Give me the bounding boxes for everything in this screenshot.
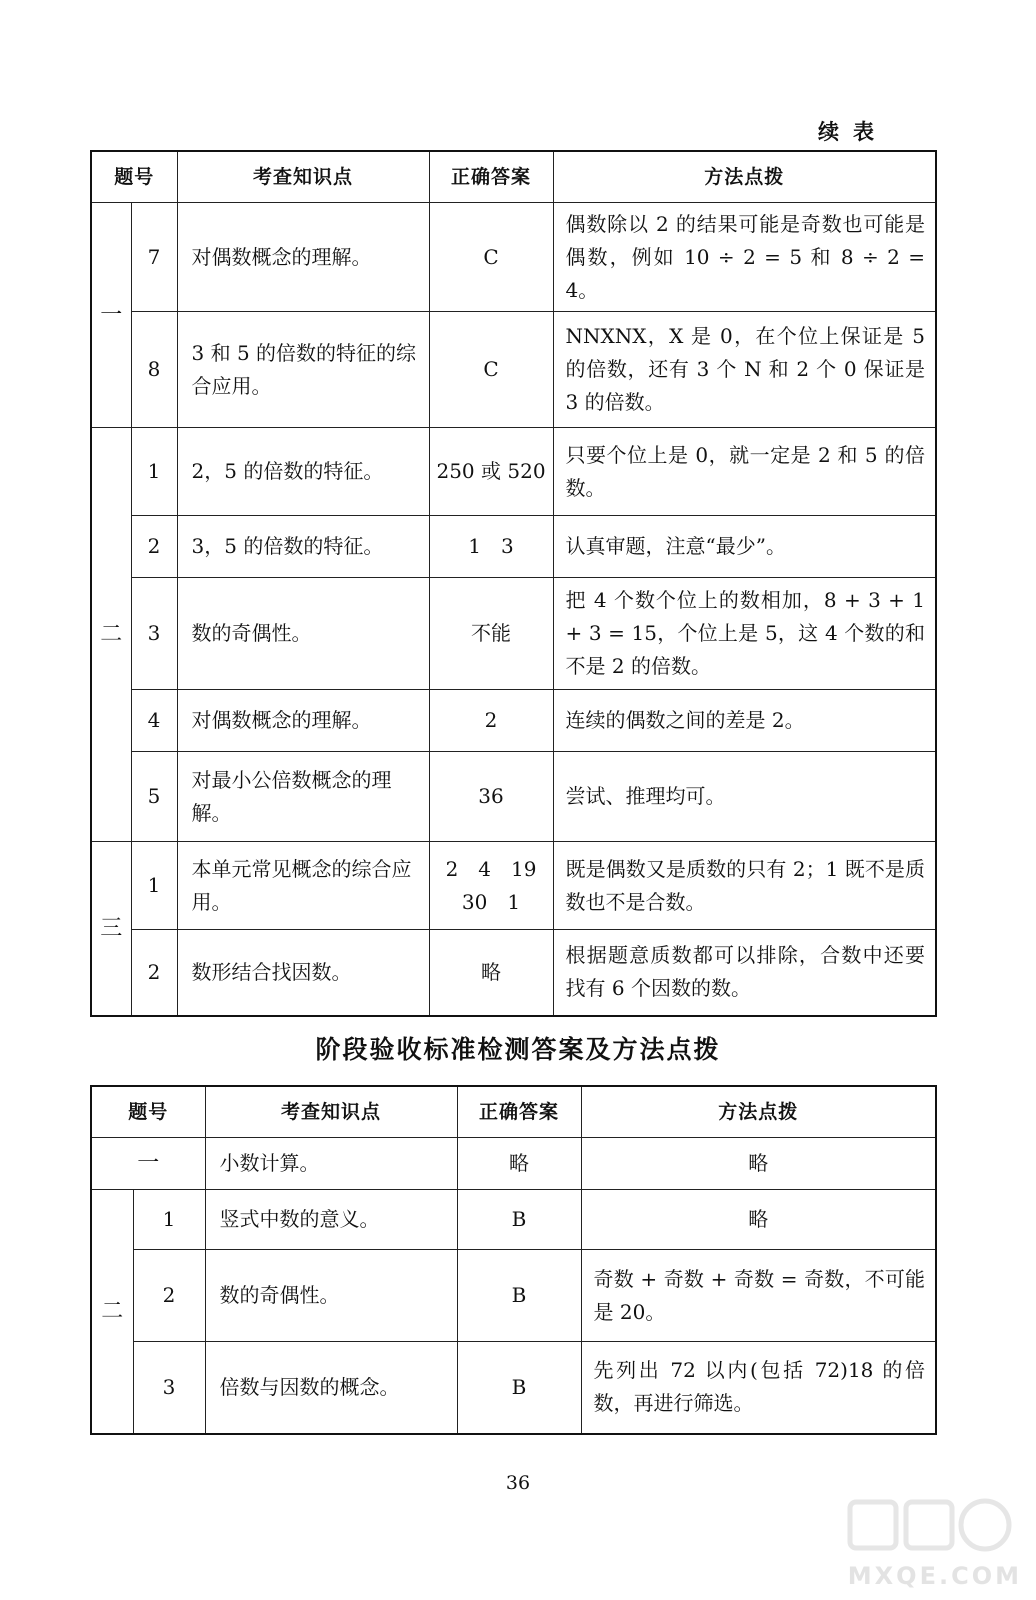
header-answer: 正确答案 [429,151,553,203]
knowledge-point: 本单元常见概念的综合应用。 [177,842,429,930]
continued-label: 续表 [818,120,888,144]
knowledge-point: 2，5 的倍数的特征。 [177,428,429,516]
knowledge-point: 数的奇偶性。 [177,578,429,690]
section-label: 一 [91,203,131,428]
question-number: 2 [131,930,177,1016]
method-tip: 连续的偶数之间的差是 2。 [553,690,936,752]
correct-answer: B [457,1250,581,1342]
question-number: 4 [131,690,177,752]
knowledge-point: 竖式中数的意义。 [205,1190,457,1250]
table-row [91,312,936,428]
method-tip: 尝试、推理均可。 [553,752,936,842]
method-tip: 略 [581,1138,936,1190]
method-tip: 把 4 个数个位上的数相加，8 + 3 + 1 + 3 = 15，个位上是 5，这 4 个数的和不是 2 的倍数。 [553,578,936,690]
method-tip: 略 [581,1190,936,1250]
answer-table-2 [90,1085,937,1435]
question-number: 7 [131,203,177,312]
method-tip: 偶数除以 2 的结果可能是奇数也可能是偶数，例如 10 ÷ 2 = 5 和 8 ÷ 2 = 4。 [553,203,936,312]
question-number: 1 [133,1190,205,1250]
question-number: 1 [131,428,177,516]
knowledge-point: 小数计算。 [205,1138,457,1190]
knowledge-point: 数的奇偶性。 [205,1250,457,1342]
correct-answer: C [429,312,553,428]
knowledge-point: 3，5 的倍数的特征。 [177,516,429,578]
question-number: 3 [131,578,177,690]
table-row [91,1138,936,1190]
watermark-text: MXQE.COM [847,1562,1022,1590]
header-knowledge: 考查知识点 [177,151,429,203]
correct-answer: 1 3 [429,516,553,578]
correct-answer: 36 [429,752,553,842]
table-row [91,1342,936,1434]
correct-answer: B [457,1190,581,1250]
table-row [91,752,936,842]
section-label: 三 [91,842,131,1016]
correct-answer: 略 [429,930,553,1016]
correct-answer: 2 4 19 30 1 [429,842,553,930]
correct-answer: 略 [457,1138,581,1190]
knowledge-point: 对偶数概念的理解。 [177,203,429,312]
table-row [91,842,936,930]
correct-answer: 不能 [429,578,553,690]
knowledge-point: 倍数与因数的概念。 [205,1342,457,1434]
knowledge-point: 对偶数概念的理解。 [177,690,429,752]
page-number: 36 [505,1472,531,1494]
section-label: 二 [91,428,131,842]
table-row [91,1250,936,1342]
table-header-row [91,151,936,203]
question-number: 2 [131,516,177,578]
knowledge-point: 3 和 5 的倍数的特征的综合应用。 [177,312,429,428]
header-method: 方法点拨 [553,151,936,203]
method-tip: 只要个位上是 0，就一定是 2 和 5 的倍数。 [553,428,936,516]
correct-answer: C [429,203,553,312]
question-number: 1 [131,842,177,930]
header-question-no: 题号 [91,151,177,203]
table-row [91,578,936,690]
section-label: 二 [91,1190,133,1434]
table-header-row [91,1086,936,1138]
table-row [91,690,936,752]
table-row [91,516,936,578]
header-question-no: 题号 [91,1086,205,1138]
method-tip: 先列出 72 以内(包括 72)18 的倍数，再进行筛选。 [581,1342,936,1434]
knowledge-point: 数形结合找因数。 [177,930,429,1016]
table-row [91,428,936,516]
watermark-logo [842,1496,1022,1590]
header-method: 方法点拨 [581,1086,936,1138]
method-tip: 既是偶数又是质数的只有 2；1 既不是质数也不是合数。 [553,842,936,930]
table-row [91,203,936,312]
question-number: 8 [131,312,177,428]
section-label: 一 [91,1138,205,1190]
question-number: 2 [133,1250,205,1342]
knowledge-point: 对最小公倍数概念的理解。 [177,752,429,842]
method-tip: NNXNX，X 是 0，在个位上保证是 5 的倍数，还有 3 个 N 和 2 个 0 保证是 3 的倍数。 [553,312,936,428]
question-number: 5 [131,752,177,842]
section-title: 阶段验收标准检测答案及方法点拨 [315,1035,721,1064]
method-tip: 奇数 + 奇数 + 奇数 = 奇数，不可能是 20。 [581,1250,936,1342]
correct-answer: B [457,1342,581,1434]
table-row [91,930,936,1016]
correct-answer: 2 [429,690,553,752]
header-answer: 正确答案 [457,1086,581,1138]
method-tip: 认真审题，注意“最少”。 [553,516,936,578]
table-row [91,1190,936,1250]
method-tip: 根据题意质数都可以排除，合数中还要找有 6 个因数的数。 [553,930,936,1016]
question-number: 3 [133,1342,205,1434]
answer-table-1 [90,150,937,1017]
correct-answer: 250 或 520 [429,428,553,516]
header-knowledge: 考查知识点 [205,1086,457,1138]
